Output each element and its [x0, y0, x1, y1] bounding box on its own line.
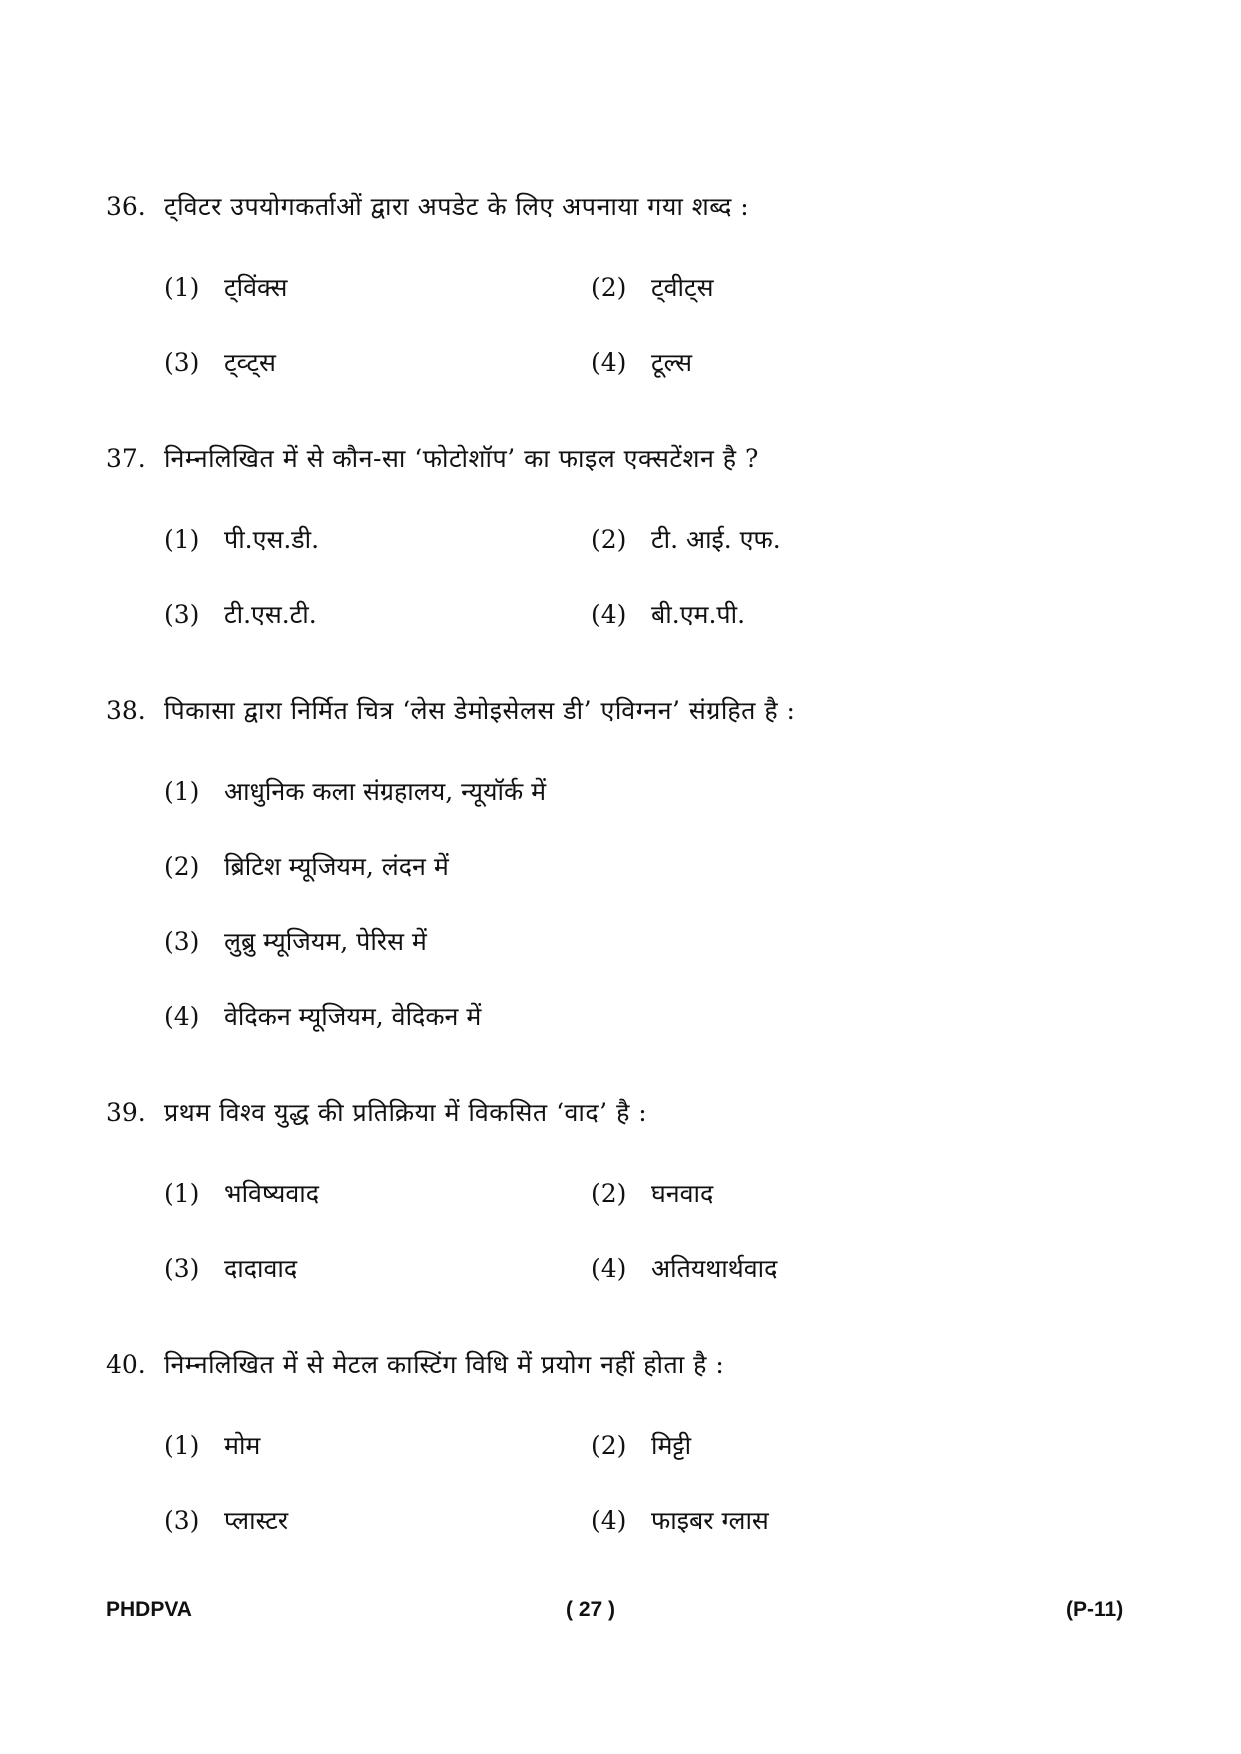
option-text: घनवाद [651, 1179, 714, 1208]
footer-exam-code: PHDPVA [106, 1598, 192, 1621]
question-number: 40. [106, 1350, 146, 1379]
option-number: (1) [164, 777, 200, 806]
question-number: 36. [106, 192, 146, 221]
option-text: भविष्यवाद [224, 1179, 319, 1208]
option-text: फाइबर ग्लास [651, 1506, 769, 1535]
option-text: प्लास्टर [224, 1506, 289, 1535]
question-text: निम्नलिखित में से कौन-सा ‘फोटोशॉप’ का फाइल एक्सटेंशन है ? [164, 444, 759, 473]
option-text: ट्वीट्स [651, 273, 714, 302]
option-40-1 [164, 1429, 260, 1463]
option-40-3 [164, 1504, 288, 1538]
option-38-2 [164, 850, 449, 884]
option-text: लुब्रु म्यूजियम, पेरिस में [224, 927, 427, 956]
option-36-1 [164, 271, 287, 305]
option-37-4 [591, 598, 745, 632]
option-number: (3) [164, 927, 200, 956]
footer-set-code: (P-11) [1066, 1598, 1124, 1621]
question-number: 38. [106, 696, 146, 725]
option-number: (2) [591, 1179, 627, 1208]
option-number: (2) [591, 525, 627, 554]
option-number: (3) [164, 600, 200, 629]
option-text: आधुनिक कला संग्रहालय, न्यूयॉर्क में [224, 777, 547, 806]
option-38-1 [164, 775, 546, 809]
option-number: (3) [164, 1506, 200, 1535]
option-39-3 [164, 1252, 297, 1286]
option-number: (4) [591, 1254, 627, 1283]
footer-page-number: ( 27 ) [566, 1598, 616, 1621]
option-number: (4) [164, 1002, 200, 1031]
option-number: (1) [164, 1431, 200, 1460]
option-37-2 [591, 523, 781, 557]
option-36-3 [164, 346, 276, 380]
question-text: ट्विटर उपयोगकर्ताओं द्वारा अपडेट के लिए अपनाया गया शब्द : [164, 192, 750, 221]
option-38-3 [164, 925, 427, 959]
option-37-3 [164, 598, 317, 632]
option-number: (3) [164, 1254, 200, 1283]
option-text: मिट्टी [651, 1431, 692, 1460]
question-text: पिकासा द्वारा निर्मित चित्र ‘लेस डेमोइसेलस डी’ एविग्नन’ संग्रहित है : [164, 696, 796, 725]
question-number: 37. [106, 444, 146, 473]
option-number: (1) [164, 273, 200, 302]
option-text: बी.एम.पी. [651, 600, 746, 629]
option-text: वेदिकन म्यूजियम, वेदिकन में [224, 1002, 482, 1031]
option-39-4 [591, 1252, 777, 1286]
option-38-4 [164, 1000, 481, 1034]
option-number: (4) [591, 348, 627, 377]
option-39-1 [164, 1177, 319, 1211]
option-text: अतियथार्थवाद [651, 1254, 778, 1283]
option-36-4 [591, 346, 692, 380]
option-text: टूल्स [651, 348, 693, 377]
option-40-2 [591, 1429, 691, 1463]
option-number: (4) [591, 1506, 627, 1535]
question-number: 39. [106, 1098, 146, 1127]
question-text: निम्नलिखित में से मेटल कास्टिंग विधि में प्रयोग नहीं होता है : [164, 1350, 725, 1379]
option-text: दादावाद [224, 1254, 298, 1283]
option-text: ट्विंक्स [224, 273, 288, 302]
option-text: ट्व्ट्स [224, 348, 276, 377]
option-39-2 [591, 1177, 713, 1211]
option-text: ब्रिटिश म्यूजियम, लंदन में [224, 852, 449, 881]
option-number: (2) [591, 273, 627, 302]
option-number: (1) [164, 525, 200, 554]
option-text: पी.एस.डी. [224, 525, 320, 554]
option-number: (3) [164, 348, 200, 377]
option-37-1 [164, 523, 319, 557]
option-number: (1) [164, 1179, 200, 1208]
option-number: (2) [591, 1431, 627, 1460]
question-text: प्रथम विश्व युद्ध की प्रतिक्रिया में विकसित ‘वाद’ है : [164, 1098, 648, 1127]
option-text: मोम [224, 1431, 261, 1460]
option-text: टी. आई. एफ. [651, 525, 781, 554]
option-number: (4) [591, 600, 627, 629]
option-40-4 [591, 1504, 769, 1538]
option-text: टी.एस.टी. [224, 600, 317, 629]
option-36-2 [591, 271, 713, 305]
option-number: (2) [164, 852, 200, 881]
